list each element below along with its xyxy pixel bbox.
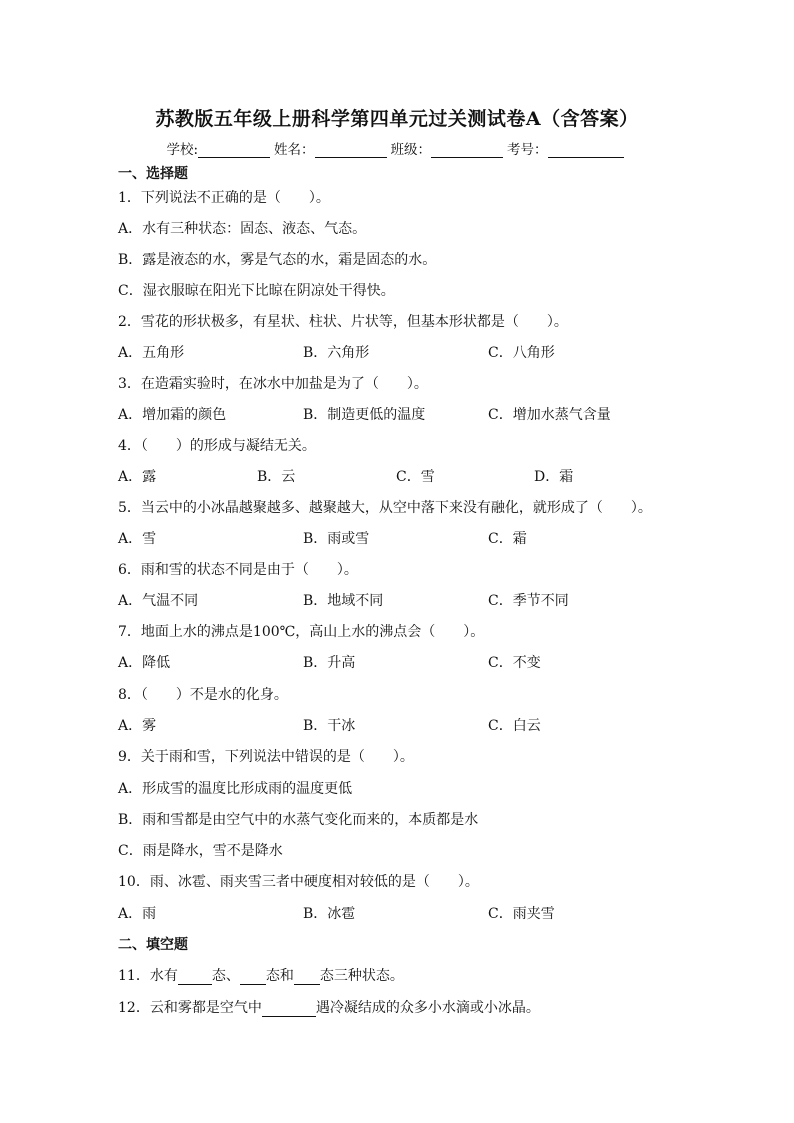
- fill-text: 11．水有: [118, 968, 178, 984]
- option-c: C．雪: [396, 469, 435, 485]
- question-stem: 4．（ ）的形成与凝结无关。: [118, 438, 316, 454]
- question-stem: 3．在造霜实验时，在冰水中加盐是为了（ ）。: [118, 376, 428, 392]
- question-stem: 8．（ ）不是水的化身。: [118, 687, 288, 703]
- question-stem: 5．当云中的小冰晶越聚越多、越聚越大，从空中落下来没有融化，就形成了（ ）。: [118, 500, 652, 516]
- option-b: B．地域不同: [303, 593, 384, 609]
- option-b: B．制造更低的温度: [303, 407, 426, 423]
- option-line: B．露是液态的水，雾是气态的水，霜是固态的水。: [118, 252, 437, 268]
- option-a: A．雾: [118, 718, 157, 734]
- fill-blank[interactable]: [294, 970, 320, 985]
- option-c: C．季节不同: [488, 593, 569, 609]
- option-line: C．湿衣服晾在阳光下比晾在阴凉处干得快。: [118, 283, 395, 299]
- options-row: [118, 342, 718, 362]
- question-stem: 2．雪花的形状极多，有星状、柱状、片状等，但基本形状都是（ ）。: [118, 314, 568, 330]
- question-stem: 9．关于雨和雪，下列说法中错误的是（ ）。: [118, 749, 414, 765]
- option-a: A．增加霜的颜色: [118, 407, 227, 423]
- option-line: B．雨和雪都是由空气中的水蒸气变化而来的，本质都是水: [118, 812, 479, 828]
- school-field[interactable]: [198, 143, 270, 158]
- student-info-row: [0, 138, 794, 158]
- page-title: 苏教版五年级上册科学第四单元过关测试卷A（含答案）: [155, 108, 639, 130]
- exam-no-label: 考号：: [507, 142, 548, 158]
- fill-text: 态和: [265, 968, 294, 984]
- option-c: C．白云: [488, 718, 541, 734]
- fill-blank[interactable]: [262, 1002, 316, 1017]
- options-row: [118, 404, 718, 424]
- fill-text: 态、: [211, 968, 240, 984]
- option-b: B．雨或雪: [303, 531, 370, 547]
- option-a: A．气温不同: [118, 593, 199, 609]
- school-label: 学校:: [166, 142, 199, 158]
- fill-text: 遇冷凝结成的众多小水滴或小冰晶。: [315, 1000, 540, 1016]
- fill-blank[interactable]: [178, 970, 212, 985]
- options-row: [118, 590, 718, 610]
- option-b: B．云: [257, 469, 296, 485]
- class-label: 班级：: [390, 142, 432, 158]
- section-heading-fill: 二、填空题: [118, 937, 188, 953]
- option-b: B．六角形: [303, 345, 370, 361]
- option-a: A．露: [118, 469, 157, 485]
- option-a: A．雪: [118, 531, 157, 547]
- option-b: B．升高: [303, 655, 356, 671]
- option-d: D．霜: [534, 469, 574, 485]
- options-row: [118, 466, 718, 486]
- question-stem: 7．地面上水的沸点是100℃，高山上水的沸点会（ ）。: [118, 624, 485, 640]
- option-c: C．增加水蒸气含量: [488, 407, 611, 423]
- option-a: A．雨: [118, 906, 157, 922]
- option-line: C．雨是降水，雪不是降水: [118, 843, 283, 859]
- fill-text: 态三种状态。: [319, 968, 404, 984]
- fill-question: [118, 965, 404, 985]
- fill-blank[interactable]: [240, 970, 266, 985]
- option-line: A．水有三种状态：固态、液态、气态。: [118, 221, 367, 237]
- class-field[interactable]: [431, 143, 503, 158]
- options-row: [118, 652, 718, 672]
- fill-question: [118, 997, 540, 1017]
- option-c: C．雨夹雪: [488, 906, 555, 922]
- options-row: [118, 528, 718, 548]
- options-row: [118, 715, 718, 735]
- name-field[interactable]: [315, 143, 387, 158]
- question-stem: 10．雨、冰雹、雨夹雪三者中硬度相对较低的是（ ）。: [118, 874, 479, 890]
- option-c: C．霜: [488, 531, 527, 547]
- exam-no-field[interactable]: [548, 143, 624, 158]
- question-stem: 1．下列说法不正确的是（ ）。: [118, 190, 330, 206]
- option-line: A．形成雪的温度比形成雨的温度更低: [118, 781, 353, 797]
- option-c: C．不变: [488, 655, 541, 671]
- option-a: A．降低: [118, 655, 171, 671]
- option-c: C．八角形: [488, 345, 555, 361]
- option-a: A．五角形: [118, 345, 185, 361]
- option-b: B．干冰: [303, 718, 356, 734]
- question-stem: 6．雨和雪的状态不同是由于（ ）。: [118, 562, 358, 578]
- fill-text: 12．云和雾都是空气中: [118, 1000, 262, 1016]
- section-heading-choice: 一、选择题: [118, 166, 188, 182]
- name-label: 姓名：: [274, 142, 315, 158]
- option-b: B．冰雹: [303, 906, 356, 922]
- options-row: [118, 903, 718, 923]
